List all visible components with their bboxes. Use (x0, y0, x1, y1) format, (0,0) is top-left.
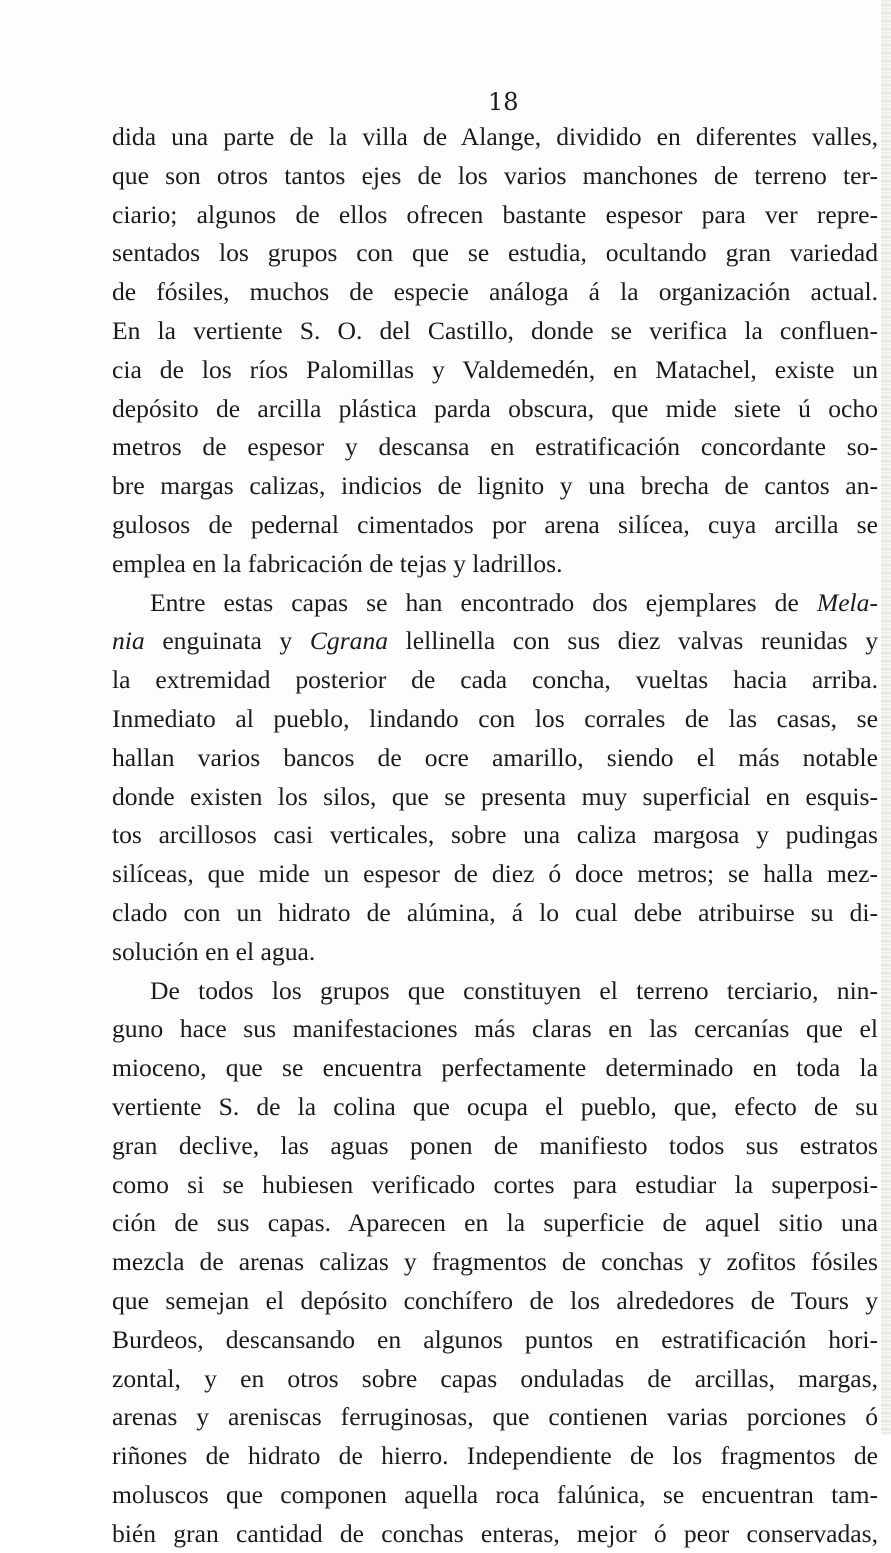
text-line (112, 584, 878, 623)
text-line: Burdeos, descansando en algunos puntos en estratificación hori- (112, 1324, 878, 1354)
text-line: donde existen los silos, que se presenta muy superficial en esquis- (112, 781, 878, 811)
text-line: ción de sus capas. Aparecen en la superficie de aquel sitio una (112, 1208, 878, 1238)
text-line: clado con un hidrato de alúmina, á lo cual debe atribuirse su di- (112, 897, 878, 927)
text-line: mezcla de arenas calizas y fragmentos de conchas y zofitos fósiles (112, 1247, 878, 1277)
text-line: zontal, y en otros sobre capas onduladas de arcillas, margas, (112, 1363, 878, 1393)
text-line: como si se hubiesen verificado cortes para estudiar la superposi- (112, 1169, 878, 1199)
text-line: arenas y areniscas ferruginosas, que contienen varias porciones ó (112, 1402, 878, 1432)
text-line: bre margas calizas, indicios de lignito y una brecha de cantos an- (112, 471, 878, 501)
text-line: Inmediato al pueblo, lindando con los corrales de las casas, se (112, 703, 878, 733)
text-line: sentados los grupos con que se estudia, ocultando gran variedad (112, 238, 878, 268)
text-line: cia de los ríos Palomillas y Valdemedén, en Matachel, existe un (112, 354, 878, 384)
text-line: bién gran cantidad de conchas enteras, mejor ó peor conservadas, (112, 1518, 878, 1548)
text-line: riñones de hidrato de hierro. Independiente de los fragmentos de (112, 1441, 878, 1471)
page-number: 18 (488, 88, 519, 116)
text-line: dida una parte de la villa de Alange, dividido en diferentes valles, (112, 122, 878, 151)
page-binding-edge (881, 0, 891, 1435)
text-line: gulosos de pedernal cimentados por arena silícea, cuya arcilla se (112, 509, 878, 539)
text-line: De todos los grupos que constituyen el terreno terciario, nin- (150, 975, 878, 1005)
text-run: Entre estas capas se han encontrado dos ejemplares de (150, 587, 817, 617)
species-name-italic: nia (112, 626, 145, 656)
text-line (112, 622, 878, 661)
text-line: que son otros tantos ejes de los varios manchones de terreno ter- (112, 160, 878, 190)
text-line: la extremidad posterior de cada concha, vueltas hacia arriba. (112, 665, 878, 695)
text-line: metros de espesor y descansa en estratificación concordante so- (112, 432, 878, 462)
text-line: gran declive, las aguas ponen de manifiesto todos sus estratos (112, 1130, 878, 1160)
text-line: solución en el agua. (112, 936, 316, 966)
text-run: enguinata y (144, 626, 310, 656)
text-line: de fósiles, muchos de especie análoga á la organización actual. (112, 277, 878, 307)
species-name-italic: Cgrana (309, 626, 389, 656)
text-line: emplea en la fabricación de tejas y ladrillos. (112, 548, 563, 578)
text-line: hallan varios bancos de ocre amarillo, siendo el más notable (112, 742, 878, 772)
text-line: moluscos que componen aquella roca falúnica, se encuentran tam- (112, 1479, 878, 1509)
text-line: mioceno, que se encuentra perfectamente determinado en toda la (112, 1053, 878, 1083)
text-line: depósito de arcilla plástica parda obscura, que mide siete ú ocho (112, 393, 878, 423)
text-line: silíceas, que mide un espesor de diez ó doce metros; se halla mez- (112, 859, 878, 889)
text-line: tos arcillosos casi verticales, sobre una caliza margosa y pudingas (112, 820, 878, 850)
text-line: que semejan el depósito conchífero de los alrededores de Tours y (112, 1285, 878, 1315)
text-line: guno hace sus manifestaciones más claras en las cercanías que el (112, 1014, 878, 1044)
text-line: vertiente S. de la colina que ocupa el pueblo, que, efecto de su (112, 1091, 878, 1121)
body-text (112, 118, 878, 1553)
text-run: lellinella con sus diez valvas reunidas y (388, 626, 878, 656)
text-line: En la vertiente S. O. del Castillo, donde se verifica la confluen- (112, 315, 878, 345)
text-line: ciario; algunos de ellos ofrecen bastante espesor para ver repre- (112, 199, 878, 229)
species-name-italic: Mela- (816, 587, 878, 617)
